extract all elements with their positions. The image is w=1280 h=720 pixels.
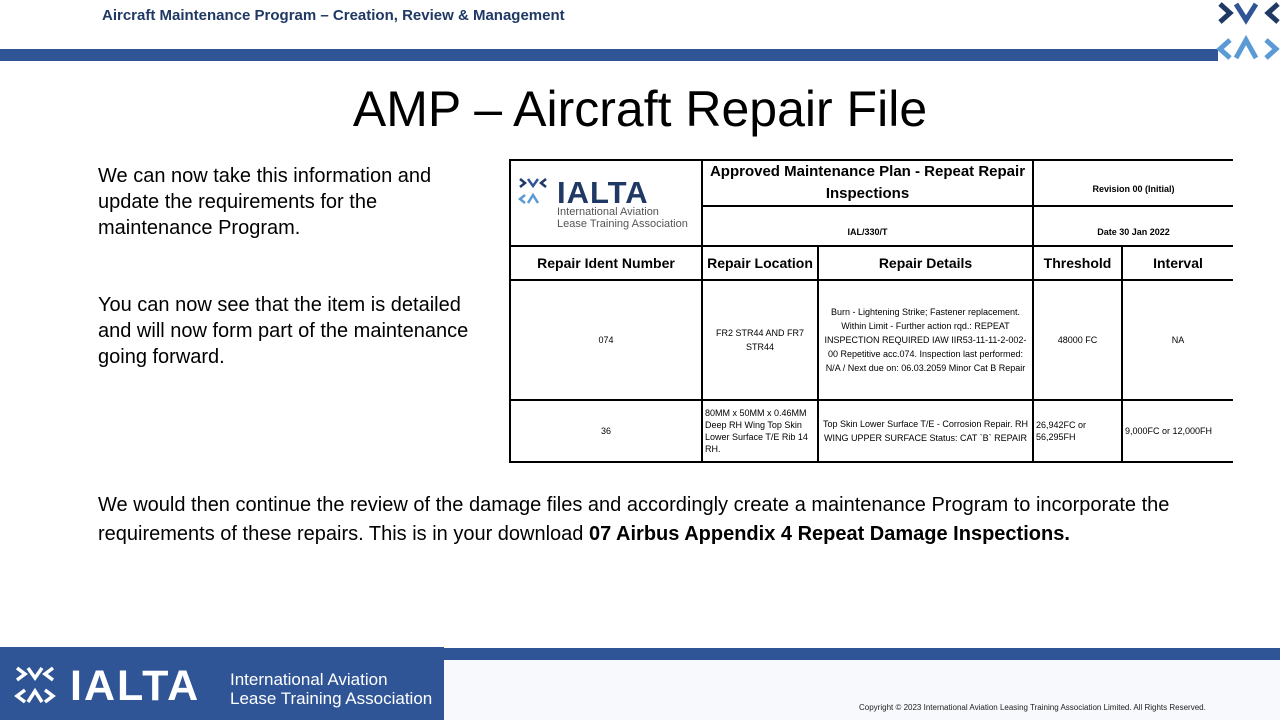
- ialta-corner-logo-icon: [1216, 0, 1280, 62]
- table-row: [510, 400, 1233, 462]
- revision: Revision 00 (Initial): [1033, 160, 1233, 206]
- paragraph-continue-text: We would then continue the review of the damage files and accordingly create a maintenance Program to incorporate the requirements of these repairs. This is in your download: [98, 494, 1170, 545]
- repair-inspection-table-image: [509, 159, 1233, 464]
- header-bar: [0, 49, 1218, 61]
- repair-inspection-table: [509, 159, 1233, 463]
- footer-logo-subtitle: [230, 670, 432, 708]
- paragraph-item-detailed: You can now see that the item is detailed and will now form part of the maintenance going forward.: [98, 294, 469, 368]
- row-details: Burn - Lightening Strike; Fastener replacement. Within Limit - Further action rqd.: REPEAT INSPECTION REQUIRED IAW IIR53-11-11-2-002-00 Repetitive acc.074. Inspection last performed: N/A / Next due on: 06.03.2059 Minor Cat B Repair: [818, 280, 1033, 400]
- row-interval: NA: [1122, 280, 1233, 400]
- paragraph-update-requirements: We can now take this information and update the requirements for the maintenance Program.: [98, 165, 432, 239]
- copyright-notice: Copyright © 2023 International Aviation Leasing Training Association Limited. All Rights Reserved.: [859, 703, 1206, 712]
- col-header-details: Repair Details: [818, 246, 1033, 280]
- row-location: 80MM x 50MM x 0.46MM Deep RH Wing Top Skin Lower Surface T/E Rib 14 RH.: [702, 400, 818, 462]
- ialta-footer-logo-icon: [14, 665, 56, 705]
- doc-logo-cell: [510, 160, 702, 246]
- row-ident: 074: [510, 280, 702, 400]
- col-header-ident: Repair Ident Number: [510, 246, 702, 280]
- doc-reference: IAL/330/T: [702, 206, 1033, 246]
- row-interval: 9,000FC or 12,000FH: [1122, 400, 1233, 462]
- footer-logo-sub2: Lease Training Association: [230, 689, 433, 708]
- doc-logo-sub2: Lease Training Association: [557, 218, 688, 230]
- row-ident: 36: [510, 400, 702, 462]
- col-header-location: Repair Location: [702, 246, 818, 280]
- footer-bar: [444, 648, 1280, 660]
- paragraph-continue-review: [98, 491, 1208, 549]
- row-threshold: 48000 FC: [1033, 280, 1122, 400]
- doc-logo-sub1: International Aviation: [557, 206, 659, 218]
- table-row: [510, 280, 1233, 400]
- ialta-logo-icon: [518, 177, 548, 205]
- plan-title: Approved Maintenance Plan - Repeat Repair Inspections: [702, 160, 1033, 206]
- col-header-threshold: Threshold: [1033, 246, 1122, 280]
- doc-logo-subtitle: [557, 206, 688, 230]
- row-details: Top Skin Lower Surface T/E - Corrosion Repair. RH WING UPPER SURFACE Status: CAT `B` REPAIR: [818, 400, 1033, 462]
- row-location: FR2 STR44 AND FR7 STR44: [702, 280, 818, 400]
- header-title: Aircraft Maintenance Program – Creation, Review & Management: [102, 7, 565, 24]
- doc-logo-text: IALTA: [557, 175, 649, 210]
- doc-date: Date 30 Jan 2022: [1033, 206, 1233, 246]
- col-header-interval: Interval: [1122, 246, 1233, 280]
- download-reference: 07 Airbus Appendix 4 Repeat Damage Inspections.: [589, 523, 1070, 545]
- footer-logo-sub1: International Aviation: [230, 670, 388, 689]
- row-threshold: 26,942FC or 56,295FH: [1033, 400, 1122, 462]
- footer-logo: [0, 647, 444, 720]
- footer-logo-text: IALTA: [70, 662, 201, 710]
- slide-title: AMP – Aircraft Repair File: [352, 81, 928, 137]
